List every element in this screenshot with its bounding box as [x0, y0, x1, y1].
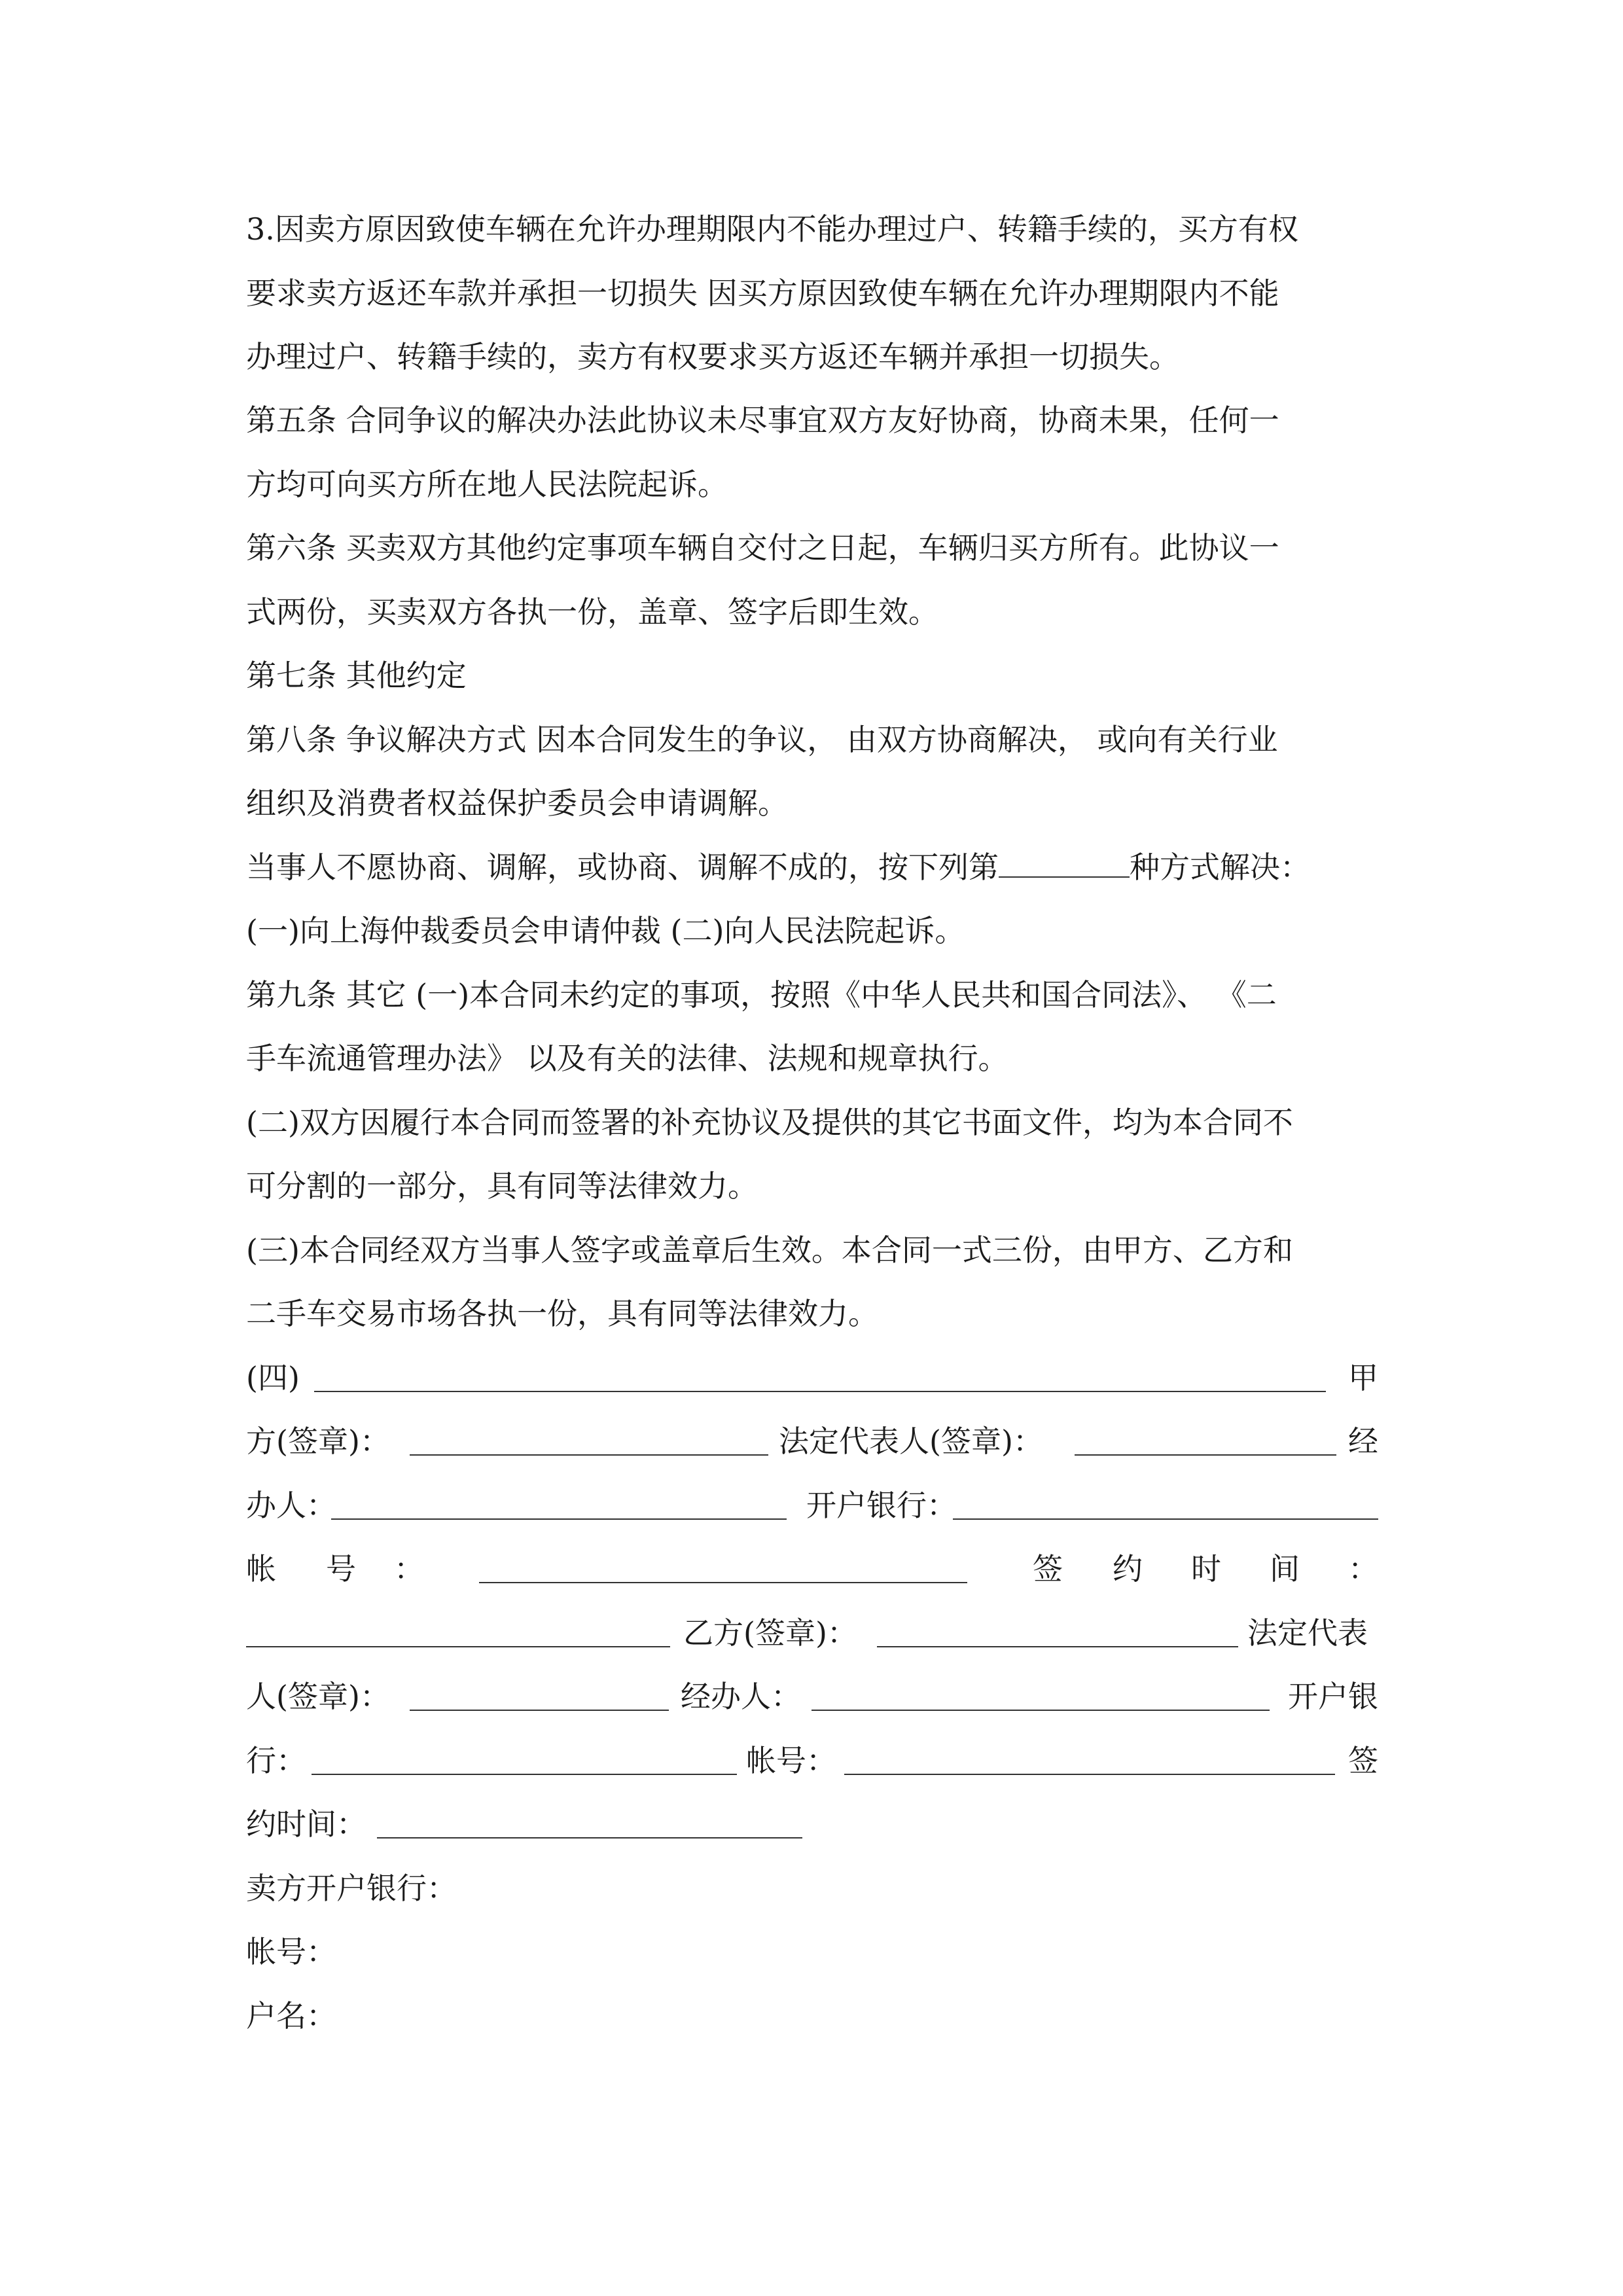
sig-line-6 [246, 1677, 1378, 1716]
account-char-1: 帐 [246, 1551, 276, 1587]
sign-time-char-4: 间 [1270, 1551, 1300, 1587]
party-b-handler-label: 经办人： [681, 1679, 801, 1714]
party-a-bank-blank[interactable] [953, 1490, 1378, 1520]
article-6-line-1: 第六条 买卖双方其他约定事项车辆自交付之日起，车辆归买方所有。此协议一 [246, 530, 1279, 565]
jia-char: 甲 [1348, 1360, 1378, 1395]
para-3-line-2: 要求卖方返还车款并承担一切损失 因买方原因致使车辆在允许办理期限内不能 [246, 276, 1279, 311]
party-a-bank-label: 开户银行： [806, 1488, 957, 1523]
dispute-options: (一)向上海仲裁委员会申请仲裁 (二)向人民法院起诉。 [246, 913, 965, 948]
party-b-sign-time-blank[interactable] [377, 1808, 802, 1839]
party-a-sign-blank[interactable] [410, 1426, 768, 1456]
party-a-sign-time-blank[interactable] [246, 1617, 670, 1647]
sig-line-2 [246, 1422, 1378, 1461]
party-a-handler-label: 办人： [246, 1488, 336, 1523]
article-5-line-1: 第五条 合同争议的解决办法此协议未尽事宜双方友好协商，协商未果，任何一 [246, 403, 1279, 438]
sign-time-char-3: 时 [1191, 1551, 1221, 1587]
item-4-blank[interactable] [314, 1362, 1326, 1392]
sign-time-char-5: ： [1348, 1551, 1378, 1587]
party-b-sign-label: 乙方(签章)： [683, 1615, 857, 1651]
party-b-account-label: 帐号： [746, 1743, 836, 1778]
sign-time-char-2: 约 [1113, 1551, 1143, 1587]
seller-account-label: 帐号： [246, 1934, 336, 1969]
article-9-line-2: 手车流通管理办法》 以及有关的法律、法规和规章执行。 [246, 1041, 1008, 1076]
dispute-line [246, 848, 1378, 887]
sig-line-7 [246, 1741, 1378, 1780]
sig-line-1 [246, 1358, 1378, 1397]
party-a-handler-blank[interactable] [331, 1490, 787, 1520]
clause-2-line-2: 可分割的一部分，具有同等法律效力。 [246, 1168, 758, 1204]
clause-3-line-1: (三)本合同经双方当事人签字或盖章后生效。本合同一式三份，由甲方、乙方和 [246, 1232, 1293, 1268]
article-7: 第七条 其他约定 [246, 658, 467, 693]
seller-name-label: 户名： [246, 1998, 336, 2034]
party-a-sign-label: 方(签章)： [246, 1424, 390, 1459]
item-4-label: (四) [246, 1360, 300, 1395]
para-3-line-1: 3.因卖方原因致使车辆在允许办理期限内不能办理过户、转籍手续的，买方有权 [246, 211, 1298, 247]
clause-3-line-2: 二手车交易市场各执一份，具有同等法律效力。 [246, 1296, 878, 1331]
party-b-legal-rep-rest: 人(签章)： [246, 1679, 390, 1714]
article-6-line-2: 式两份，买卖双方各执一份，盖章、签字后即生效。 [246, 594, 938, 630]
sig-line-8 [246, 1804, 1378, 1844]
party-b-bank-blank[interactable] [312, 1745, 737, 1775]
clause-2-line-1: (二)双方因履行本合同而签署的补充协议及提供的其它书面文件，均为本合同不 [246, 1105, 1293, 1140]
dispute-before: 当事人不愿协商、调解，或协商、调解不成的，按下列第 [246, 850, 999, 885]
qian-char: 签 [1348, 1743, 1378, 1778]
jing-char: 经 [1348, 1424, 1378, 1459]
article-8-line-1: 第八条 争议解决方式 因本合同发生的争议， 由双方协商解决， 或向有关行业 [246, 722, 1278, 757]
sign-time-char-1: 签 [1033, 1551, 1063, 1587]
dispute-method-blank[interactable] [999, 848, 1130, 878]
dispute-after: 种方式解决： [1130, 850, 1310, 885]
account-char-3: ： [394, 1551, 424, 1587]
party-b-bank-part: 开户银 [1288, 1679, 1378, 1714]
party-b-legal-rep-blank[interactable] [410, 1681, 669, 1711]
party-a-legal-rep-label: 法定代表人(签章)： [779, 1424, 1043, 1459]
article-9-line-1: 第九条 其它 (一)本合同未约定的事项，按照《中华人民共和国合同法》、 《二 [246, 977, 1277, 1013]
sig-line-3 [246, 1486, 1378, 1525]
party-a-legal-rep-blank[interactable] [1075, 1426, 1336, 1456]
party-a-account-blank[interactable] [479, 1553, 967, 1583]
party-b-sign-time-label: 约时间： [246, 1806, 366, 1842]
article-8-line-2: 组织及消费者权益保护委员会申请调解。 [246, 785, 788, 821]
party-b-handler-blank[interactable] [812, 1681, 1270, 1711]
account-char-2: 号 [326, 1551, 356, 1587]
party-b-account-blank[interactable] [844, 1745, 1335, 1775]
article-5-line-2: 方均可向买方所在地人民法院起诉。 [246, 467, 728, 502]
party-b-bank-rest: 行： [246, 1743, 306, 1778]
party-b-sign-blank[interactable] [877, 1617, 1238, 1647]
party-b-legal-rep-part: 法定代表 [1247, 1615, 1368, 1651]
para-3-line-3: 办理过户、转籍手续的，卖方有权要求买方返还车辆并承担一切损失。 [246, 339, 1179, 374]
seller-bank-label: 卖方开户银行： [246, 1871, 457, 1906]
